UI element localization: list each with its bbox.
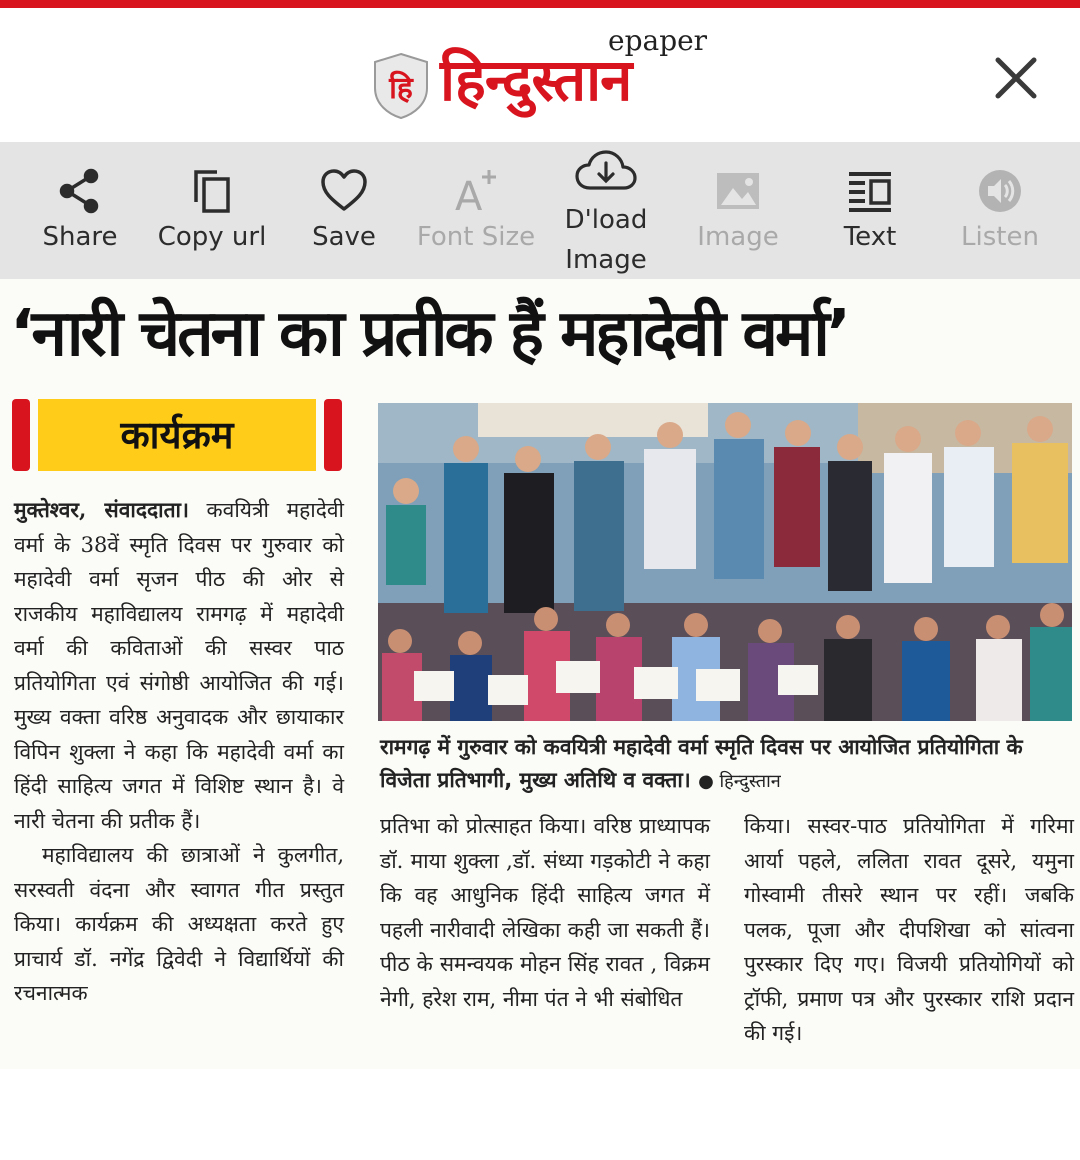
speaker-icon <box>975 166 1025 216</box>
hindustan-logo[interactable] <box>372 24 712 130</box>
column-3-text: किया। सस्वर-पाठ प्रतियोगिता में गरिमा आर्या पहले, ललिता रावत दूसरे, यमुना गोस्वामी तीसरे स्थान पर रहीं। जबकि पलक, पूजा और दीपशिखा को सांत्वना पुरस्कार दिए गए। विजयी प्रतियोगियों को ट्रॉफी, प्रमाण पत्र और पुरस्कार राशि प्रदान की गई। <box>744 814 1074 1045</box>
font-size-label: Font Size <box>416 222 536 252</box>
copy-url-button[interactable] <box>146 142 278 279</box>
caption-credit: ● हिन्दुस्तान <box>698 771 781 792</box>
download-label-line2: Image <box>565 245 647 275</box>
copy-url-label: Copy url <box>157 222 267 252</box>
bottom-blank-area <box>0 1069 1080 1160</box>
article-column-1 <box>14 493 344 1011</box>
image-icon <box>713 166 763 216</box>
listen-button[interactable] <box>934 142 1066 279</box>
article-column-3 <box>744 809 1074 1051</box>
event-group-photo <box>378 403 1072 721</box>
logo-glyph: हि <box>389 71 413 106</box>
kicker-bar-left <box>12 399 30 471</box>
share-button[interactable] <box>14 142 146 279</box>
action-toolbar <box>0 142 1080 279</box>
text-view-button[interactable] <box>804 142 936 279</box>
photo-caption <box>380 731 1070 798</box>
shield-logo-icon <box>372 52 430 120</box>
download-image-button[interactable] <box>540 142 672 279</box>
close-icon <box>998 60 1034 96</box>
dateline: मुक्तेश्वर, संवाददाता। <box>14 497 189 522</box>
article-column-2 <box>380 809 710 1016</box>
article-headline: ‘नारी चेतना का प्रतीक हैं महादेवी वर्मा’ <box>10 297 849 371</box>
download-label-line1: D'load <box>564 205 648 235</box>
listen-label: Listen <box>961 222 1039 252</box>
column-1-text-1: कवयित्री महादेवी वर्मा के 38वें स्मृति दिवस पर गुरुवार को महादेवी वर्मा सृजन पीठ की ओर से राजकीय महाविद्यालय रामगढ़ में महादेवी वर्मा की कविताओं की सस्वर पाठ प्रतियोगिता एवं संगोष्ठी आयोजित की गई। मुख्य वक्ता वरिष्ठ अनुवादक और छायाकार विपिन शुक्ला ने कहा कि महादेवी वर्मा का हिंदी साहित्य जगत में विशिष्ट स्थान है। वे नारी चेतना की प्रतीक हैं। <box>14 498 344 833</box>
newspaper-clipping <box>0 279 1080 1069</box>
text-view-label: Text <box>843 222 897 252</box>
download-cloud-icon <box>574 148 638 198</box>
save-label: Save <box>312 222 376 252</box>
caption-text: रामगढ़ में गुरुवार को कवयित्री महादेवी वर्मा स्मृति दिवस पर आयोजित प्रतियोगिता के विजेता प्रतिभागी, मुख्य अतिथि व वक्ता। <box>380 735 1023 792</box>
top-accent-bar <box>0 0 1080 8</box>
download-image-label <box>540 200 672 280</box>
section-kicker <box>12 399 342 471</box>
image-button[interactable] <box>672 142 804 279</box>
share-label: Share <box>42 222 118 252</box>
text-view-icon <box>845 166 895 216</box>
heart-icon <box>319 166 369 216</box>
copy-icon <box>187 166 237 216</box>
svg-text:A: A <box>455 174 483 216</box>
column-1-paragraph-2: महाविद्यालय की छात्राओं ने कुलगीत, सरस्वती वंदना और स्वागत गीत प्रस्तुत किया। कार्यक्रम की अध्यक्षता करते हुए प्राचार्य डॉ. नगेंद्र द्विवेदी ने विद्यार्थियों की रचनात्मक <box>14 843 344 1005</box>
image-label: Image <box>697 222 779 252</box>
brand-name: हिन्दुस्तान <box>440 46 632 114</box>
kicker-label: कार्यक्रम <box>38 399 316 471</box>
epaper-label: epaper <box>608 24 708 57</box>
font-size-icon <box>451 166 501 216</box>
kicker-bar-right <box>324 399 342 471</box>
save-button[interactable] <box>278 142 410 279</box>
column-1-paragraph-1 <box>14 493 344 838</box>
share-icon <box>55 166 105 216</box>
font-size-button[interactable] <box>410 142 542 279</box>
epaper-header <box>0 8 1080 142</box>
close-button[interactable] <box>990 52 1042 104</box>
column-2-text: प्रतिभा को प्रोत्साहत किया। वरिष्ठ प्राध्यापक डॉ. माया शुक्ला ,डॉ. संध्या गड़कोटी ने कहा कि वह आधुनिक हिंदी साहित्य जगत में पहली नारीवादी लेखिका कही जा सकती हैं। पीठ के समन्वयक मोहन सिंह रावत , विक्रम नेगी, हरेश राम, नीमा पंत ने भी संबोधित <box>380 814 710 1011</box>
